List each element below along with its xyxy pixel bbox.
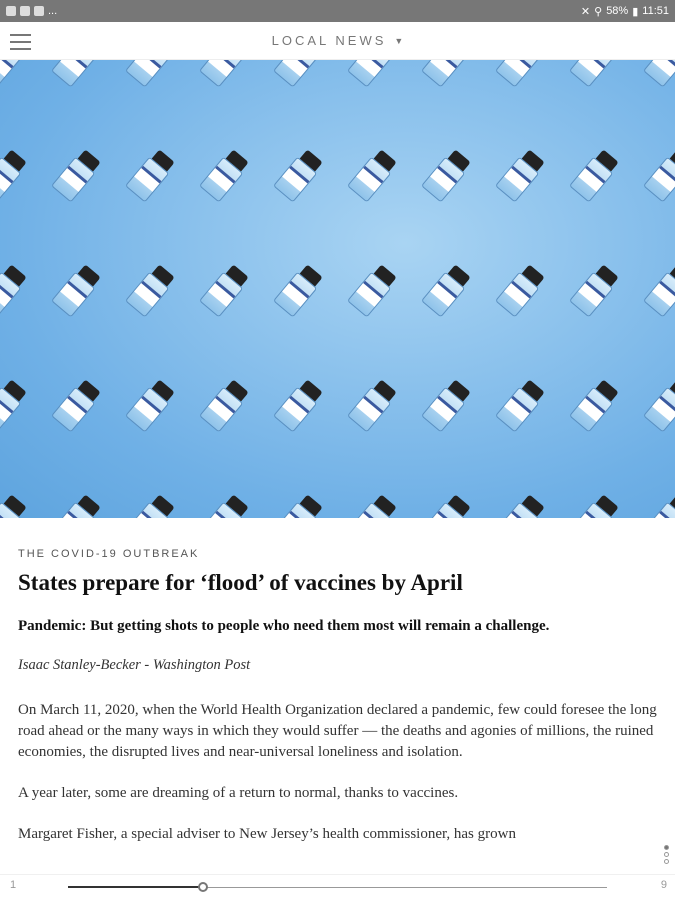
vaccine-vial <box>495 60 547 88</box>
vaccine-vial <box>643 262 675 317</box>
mute-icon: ✕ <box>580 5 591 18</box>
paragraph: Margaret Fisher, a special adviser to New Jersey’s health commissioner, has grown <box>18 826 516 842</box>
vaccine-vial <box>125 60 177 88</box>
vaccine-vial <box>125 147 177 202</box>
vaccine-vial <box>643 377 675 432</box>
more-notifications: ... <box>48 5 58 17</box>
article-body <box>0 548 675 845</box>
slider-handle[interactable] <box>198 882 208 892</box>
vaccine-vial <box>421 147 473 202</box>
wifi-icon: ⚲ <box>594 5 603 18</box>
vaccine-vial <box>125 377 177 432</box>
pager-start: 1 <box>10 879 17 891</box>
pager-end: 9 <box>660 879 667 891</box>
vaccine-vial <box>199 147 251 202</box>
vaccine-vial <box>273 147 325 202</box>
vaccine-vial <box>421 492 473 518</box>
vaccine-vial <box>51 60 103 88</box>
vaccine-vial <box>51 492 103 518</box>
vaccine-vial <box>347 492 399 518</box>
vaccine-vial <box>347 262 399 317</box>
vaccine-vial <box>125 262 177 317</box>
vaccine-vial <box>347 377 399 432</box>
vaccine-vial <box>569 60 621 88</box>
top-bar <box>0 22 675 60</box>
vaccine-vial <box>273 262 325 317</box>
vaccine-vial <box>421 60 473 88</box>
vaccine-vial <box>569 492 621 518</box>
article-dek: Pandemic: But getting shots to people who need them most will remain a challenge. <box>18 618 550 634</box>
caret-down-icon: ▼ <box>394 35 404 46</box>
vaccine-vial <box>51 377 103 432</box>
vaccine-vial <box>125 492 177 518</box>
vaccine-vial <box>347 147 399 202</box>
vaccine-vial <box>495 492 547 518</box>
vaccine-vial <box>421 262 473 317</box>
vaccine-vial <box>643 492 675 518</box>
paragraph: On March 11, 2020, when the World Health Organization declared a pandemic, few could foresee the long road ahead or the many ways in which they would suffer — the deaths and agonies of millions, the ruined economies, the disrupted lives and near-universal loneliness and isolation. <box>18 702 657 760</box>
page-dots <box>664 845 669 864</box>
vaccine-vial <box>421 377 473 432</box>
article-hero-image <box>0 60 675 518</box>
vaccine-vial <box>0 377 29 432</box>
vaccine-vial <box>199 262 251 317</box>
vaccine-vial <box>199 492 251 518</box>
vaccine-vial <box>495 147 547 202</box>
vaccine-vial <box>0 147 29 202</box>
vaccine-vial <box>643 60 675 88</box>
vaccine-vial <box>495 262 547 317</box>
vaccine-vial <box>199 60 251 88</box>
slider-fill <box>68 886 203 888</box>
article-title: States prepare for ‘flood’ of vaccines by April <box>18 570 463 595</box>
page-slider[interactable] <box>68 887 607 888</box>
mail-icon <box>20 6 30 16</box>
vaccine-vial <box>0 262 29 317</box>
article-kicker: THE COVID-19 OUTBREAK <box>18 548 200 560</box>
hamburger-icon[interactable] <box>10 34 31 55</box>
paragraph: A year later, some are dreaming of a return to normal, thanks to vaccines. <box>18 785 459 801</box>
article-byline: Isaac Stanley-Becker - Washington Post <box>18 657 251 673</box>
vaccine-vial <box>273 60 325 88</box>
pager <box>0 874 675 900</box>
clipboard-icon <box>34 6 44 16</box>
vaccine-vial <box>51 147 103 202</box>
vaccine-vial <box>569 262 621 317</box>
vaccine-vial <box>199 377 251 432</box>
vaccine-vial <box>569 377 621 432</box>
section-title: LOCAL NEWS <box>271 33 387 48</box>
vaccine-vial <box>643 147 675 202</box>
vaccine-vial <box>569 147 621 202</box>
section-dropdown[interactable] <box>272 33 404 48</box>
notification-icon <box>6 6 16 16</box>
vaccine-vial <box>273 492 325 518</box>
clock: 11:51 <box>642 5 669 17</box>
vaccine-vial <box>0 492 29 518</box>
vaccine-vial <box>347 60 399 88</box>
vaccine-vial <box>495 377 547 432</box>
vaccine-vial <box>51 262 103 317</box>
battery-level: 58% <box>606 5 629 17</box>
vaccine-vial <box>273 377 325 432</box>
status-bar <box>0 0 675 22</box>
vaccine-vial <box>0 60 29 88</box>
battery-icon: ▮ <box>632 5 639 18</box>
